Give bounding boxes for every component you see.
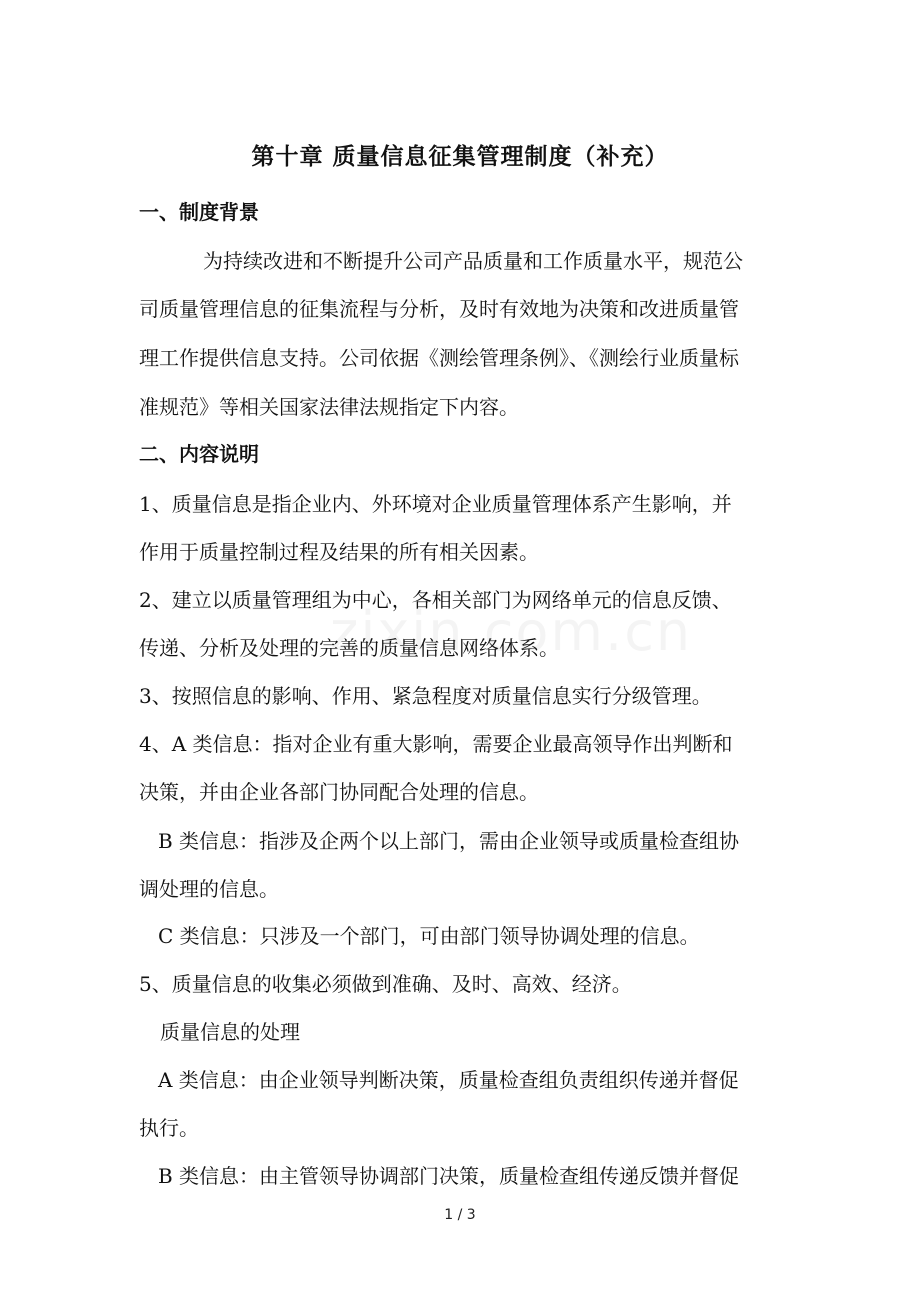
- document-title: 第十章 质量信息征集管理制度（补充）: [251, 143, 669, 170]
- paragraph-line: 执行。: [139, 1116, 199, 1140]
- paragraph-line: 2、建立以质量管理组为中心，各相关部门为网络单元的信息反馈、: [139, 588, 732, 612]
- paragraph-line: B 类信息：指涉及企两个以上部门，需由企业领导或质量检查组协: [158, 829, 740, 853]
- paragraph-line: B 类信息：由主管领导协调部门决策，质量检查组传递反馈并督促: [158, 1164, 740, 1188]
- paragraph-line: A 类信息：由企业领导判断决策，质量检查组负责组织传递并督促: [158, 1068, 739, 1092]
- paragraph-line: 作用于质量控制过程及结果的所有相关因素。: [139, 540, 539, 564]
- paragraph-line: 4、A 类信息：指对企业有重大影响，需要企业最高领导作出判断和: [139, 732, 733, 756]
- paragraph-line: 决策，并由企业各部门协同配合处理的信息。: [139, 780, 539, 804]
- paragraph-line: 理工作提供信息支持。公司依据《测绘管理条例》、《测绘行业质量标: [139, 346, 739, 370]
- page-number: 1 / 3: [444, 1207, 476, 1223]
- paragraph-line: 传递、分析及处理的完善的质量信息网络体系。: [139, 636, 559, 660]
- section-heading-background: 一、制度背景: [139, 200, 259, 224]
- paragraph-line: 准规范》等相关国家法律法规指定下内容。: [139, 395, 519, 419]
- paragraph-line: 1、质量信息是指企业内、外环境对企业质量管理体系产生影响，并: [139, 492, 732, 516]
- paragraph-line: 5、质量信息的收集必须做到准确、及时、高效、经济。: [139, 972, 632, 996]
- paragraph-line: 调处理的信息。: [139, 877, 279, 901]
- section-heading-content: 二、内容说明: [139, 442, 259, 466]
- paragraph-line: C 类信息：只涉及一个部门，可由部门领导协调处理的信息。: [158, 924, 700, 948]
- paragraph-line: 为持续改进和不断提升公司产品质量和工作质量水平，规范公: [203, 249, 743, 273]
- paragraph-line: 3、按照信息的影响、作用、紧急程度对质量信息实行分级管理。: [139, 684, 712, 708]
- paragraph-line: 质量信息的处理: [160, 1020, 300, 1044]
- paragraph-line: 司质量管理信息的征集流程与分析，及时有效地为决策和改进质量管: [139, 297, 739, 321]
